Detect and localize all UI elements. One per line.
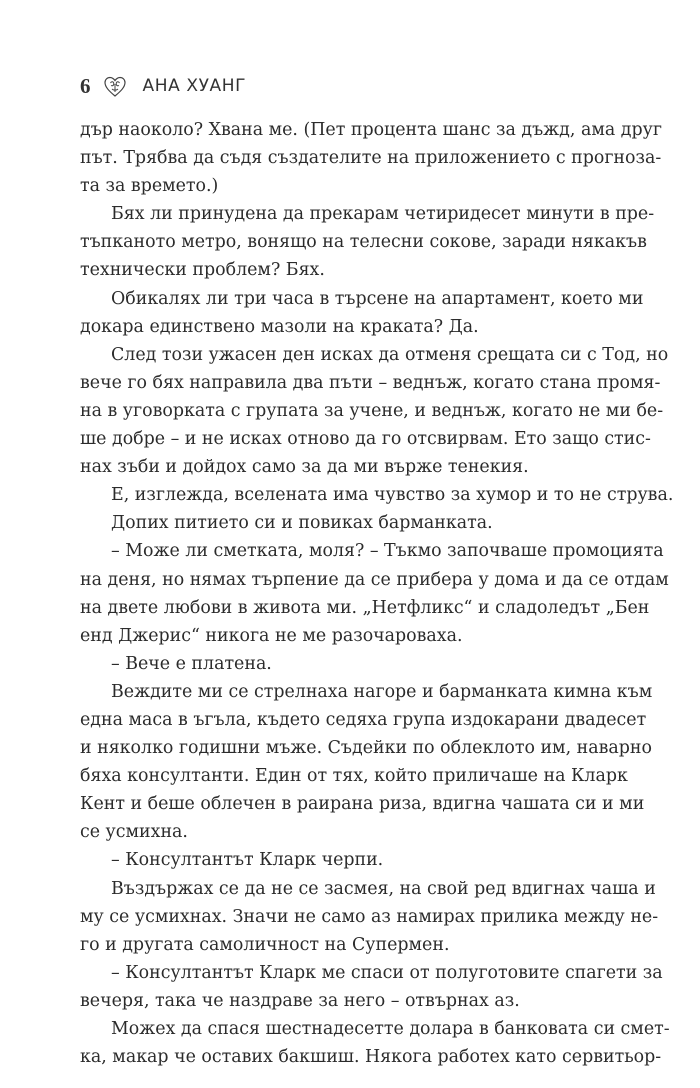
body-text <box>80 116 674 1071</box>
text-line: Е, изглежда, вселената има чувство за хумор и то не струва. <box>111 485 674 506</box>
text-line: енд Джерис“ никога не ме разочароваха. <box>80 625 463 646</box>
text-line: Веждите ми се стрелнаха нагоре и барманката кимна към <box>111 681 653 702</box>
text-line: След този ужасен ден исках да отменя срещата си с Тод, но <box>111 344 669 365</box>
text-line: бяха консултанти. Един от тях, който приличаше на Кларк <box>80 766 628 787</box>
text-line: се усмихна. <box>80 822 188 843</box>
text-line: вече го бях направила два пъти – веднъж, когато стана промя- <box>80 372 661 393</box>
text-line: вечеря, така че наздраве за него – отвърнах аз. <box>80 990 520 1011</box>
text-line: и няколко годишни мъже. Съдейки по облеклото им, наварно <box>80 738 652 759</box>
heart-flourish-icon <box>101 72 129 100</box>
text-line: технически проблем? Бях. <box>80 260 325 281</box>
text-line: тъпканото метро, вонящо на телесни сокове, заради някакъв <box>80 232 647 253</box>
text-line: Допих питието си и повиках барманката. <box>111 513 493 534</box>
text-line: Въздържах се да не се засмея, на свой ред вдигнах чаша и <box>111 878 656 899</box>
text-line: ка, макар че оставих бакшиш. Някога работех като сервитьор- <box>80 1047 662 1068</box>
running-header <box>80 66 246 106</box>
text-line: докара единствено мазоли на краката? Да. <box>80 316 479 337</box>
text-line: Обикалях ли три часа в търсене на апартамент, което ми <box>111 288 644 309</box>
text-line: – Може ли сметката, моля? – Тъкмо започваше промоцията <box>111 541 664 562</box>
text-line: – Консултантът Кларк черпи. <box>111 850 384 871</box>
text-line: му се усмихнах. Значи не само аз намирах прилика между не- <box>80 906 659 927</box>
text-line: го и другата самоличност на Супермен. <box>80 934 450 955</box>
text-line: ше добре – и не исках отново да го отсвирвам. Ето защо стис- <box>80 429 651 450</box>
page-number: 6 <box>80 73 91 98</box>
text-line: дър наоколо? Хвана ме. (Пет процента шанс за дъжд, ама друг <box>80 120 662 140</box>
text-line: път. Трябва да съдя създателите на приложението с прогноза- <box>80 148 662 169</box>
text-line: Бях ли принудена да прекарам четиридесет минути в пре- <box>111 204 655 225</box>
text-line: нах зъби и дойдох само за да ми върже тенекия. <box>80 457 529 478</box>
text-line: – Вече е платена. <box>111 653 272 674</box>
text-line: – Консултантът Кларк ме спаси от полуготовите спагети за <box>111 962 663 983</box>
text-line: Можех да спася шестнадесетте долара в банковата си смет- <box>111 1019 670 1039</box>
text-line: на в уговорката с групата за учене, и веднъж, когато не ми бе- <box>80 400 664 421</box>
text-line: Кент и беше облечен в раирана риза, вдигна чашата си и ми <box>80 794 645 815</box>
text-line: та за времето.) <box>80 176 219 197</box>
text-line: на деня, но нямах търпение да се прибера у дома и да се отдам <box>80 569 669 590</box>
text-line: една маса в ъгъла, където седяха група издокарани двадесет <box>80 709 647 730</box>
text-line: на двете любови в живота ми. „Нетфликс“ и сладоледът „Бен <box>80 597 650 618</box>
author-name: АНА ХУАНГ <box>142 76 247 96</box>
